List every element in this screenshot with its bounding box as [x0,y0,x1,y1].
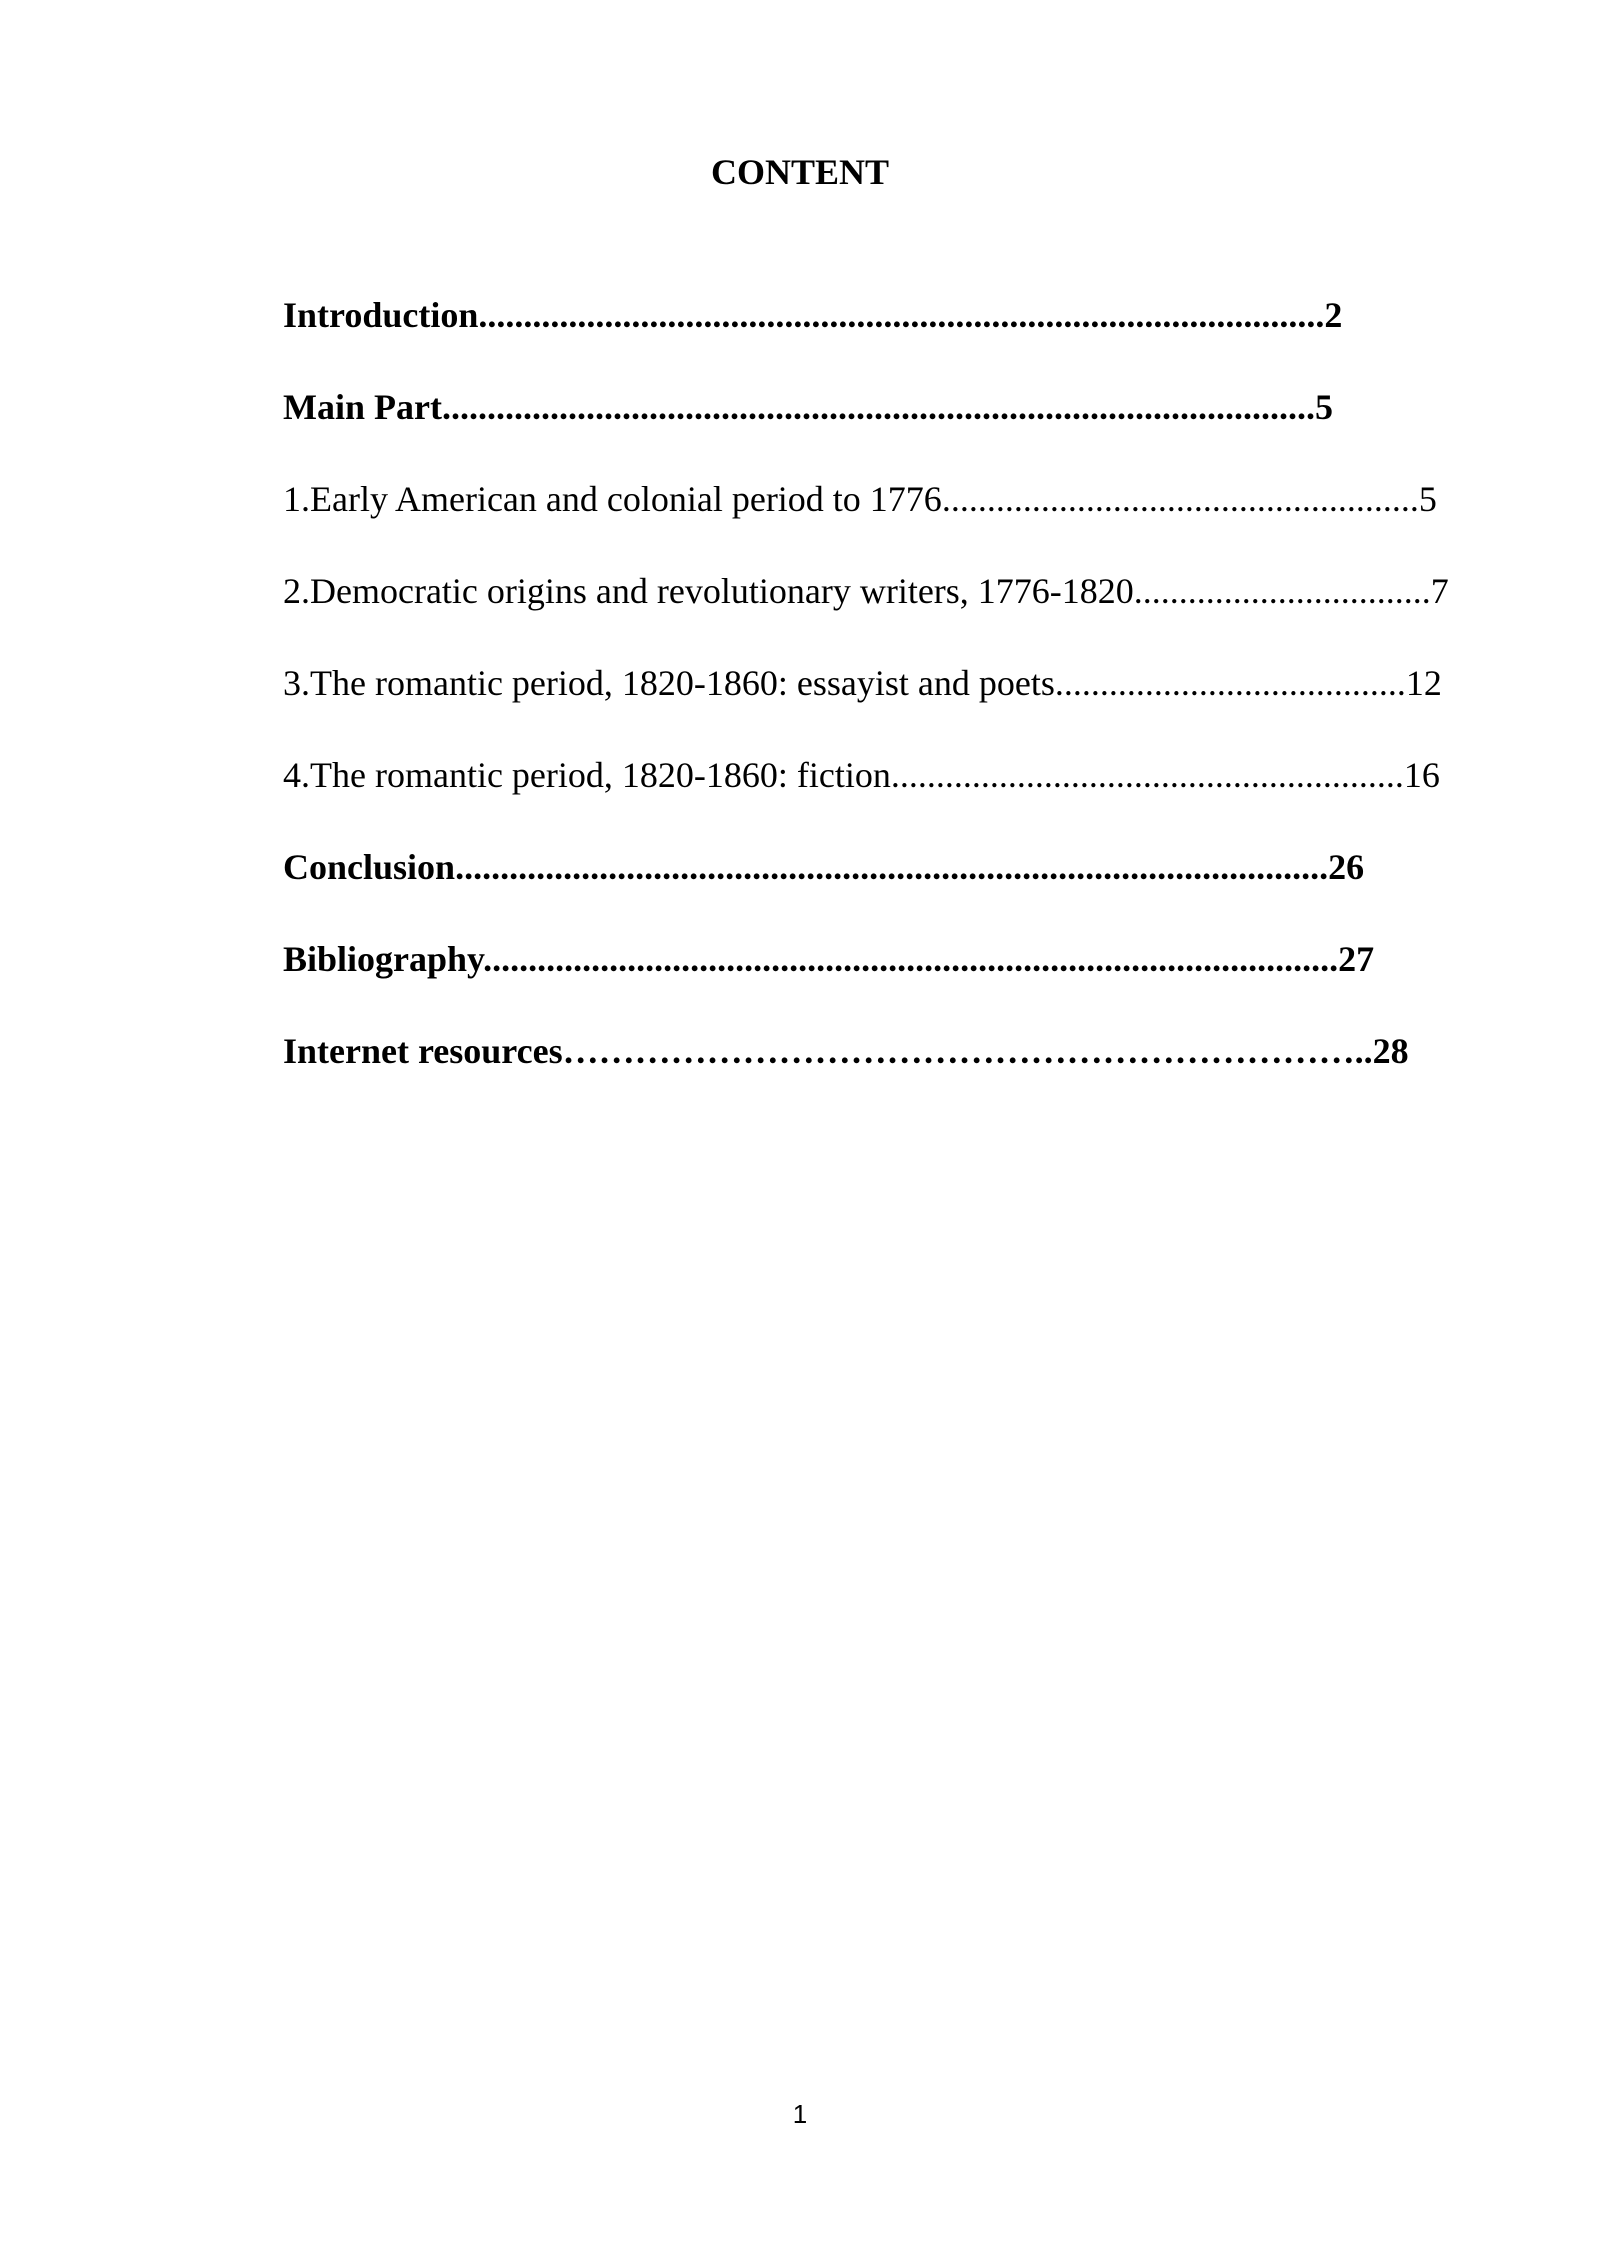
toc-entry-label: 4.The romantic period, 1820-1860: fiction [283,755,891,795]
toc-leader: ………………………………………………………….. [562,1031,1373,1071]
toc-page-number: 12 [1405,663,1442,703]
toc-leader: ................................................................................................. [441,387,1315,427]
toc-page-number: 5 [1418,479,1437,519]
toc-leader: ..................................................... [941,479,1419,519]
toc-entry-main-part[interactable] [229,332,1333,427]
toc-page-number: 27 [1338,939,1375,979]
toc-page-number: 26 [1328,847,1365,887]
toc-leader: ................................................................................................. [455,847,1329,887]
toc-entry-conclusion[interactable] [229,792,1365,887]
toc-leader: ....................................... [1054,663,1406,703]
toc-entry-label: Main Part [283,387,442,427]
toc-entry-label: 2.Democratic origins and revolutionary writers, 1776-1820 [283,571,1134,611]
toc-entry-internet-resources[interactable] [229,976,1409,1071]
toc-leader: ................................. [1133,571,1431,611]
toc-page-number: 16 [1403,755,1440,795]
toc-page-number: 7 [1430,571,1449,611]
toc-page-number: 5 [1314,387,1333,427]
toc-leader: ......................................................... [890,755,1404,795]
toc-entry-bibliography[interactable] [229,884,1375,979]
page-footer-number: 1 [792,2099,808,2129]
toc-entry-label: Introduction [283,295,479,335]
toc-page-number: 2 [1324,295,1343,335]
toc-entry-section-2[interactable] [229,516,1449,611]
toc-entry-label: Bibliography [283,939,484,979]
toc-entry-label: Conclusion [283,847,456,887]
toc-entry-label: 1.Early American and colonial period to 1776 [283,479,942,519]
toc-entry-introduction[interactable] [229,240,1343,335]
toc-entry-label: 3.The romantic period, 1820-1860: essayist and poets [283,663,1055,703]
toc-entry-label: Internet resources [283,1031,563,1071]
toc-leader: .............................................................................................. [478,295,1325,335]
toc-page-number: 28 [1372,1031,1409,1071]
toc-title: CONTENT [710,152,890,192]
toc-entry-section-1[interactable] [229,424,1437,519]
toc-entry-section-4[interactable] [229,700,1440,795]
toc-entry-section-3[interactable] [229,608,1442,703]
toc-leader: ............................................................................................... [483,939,1339,979]
